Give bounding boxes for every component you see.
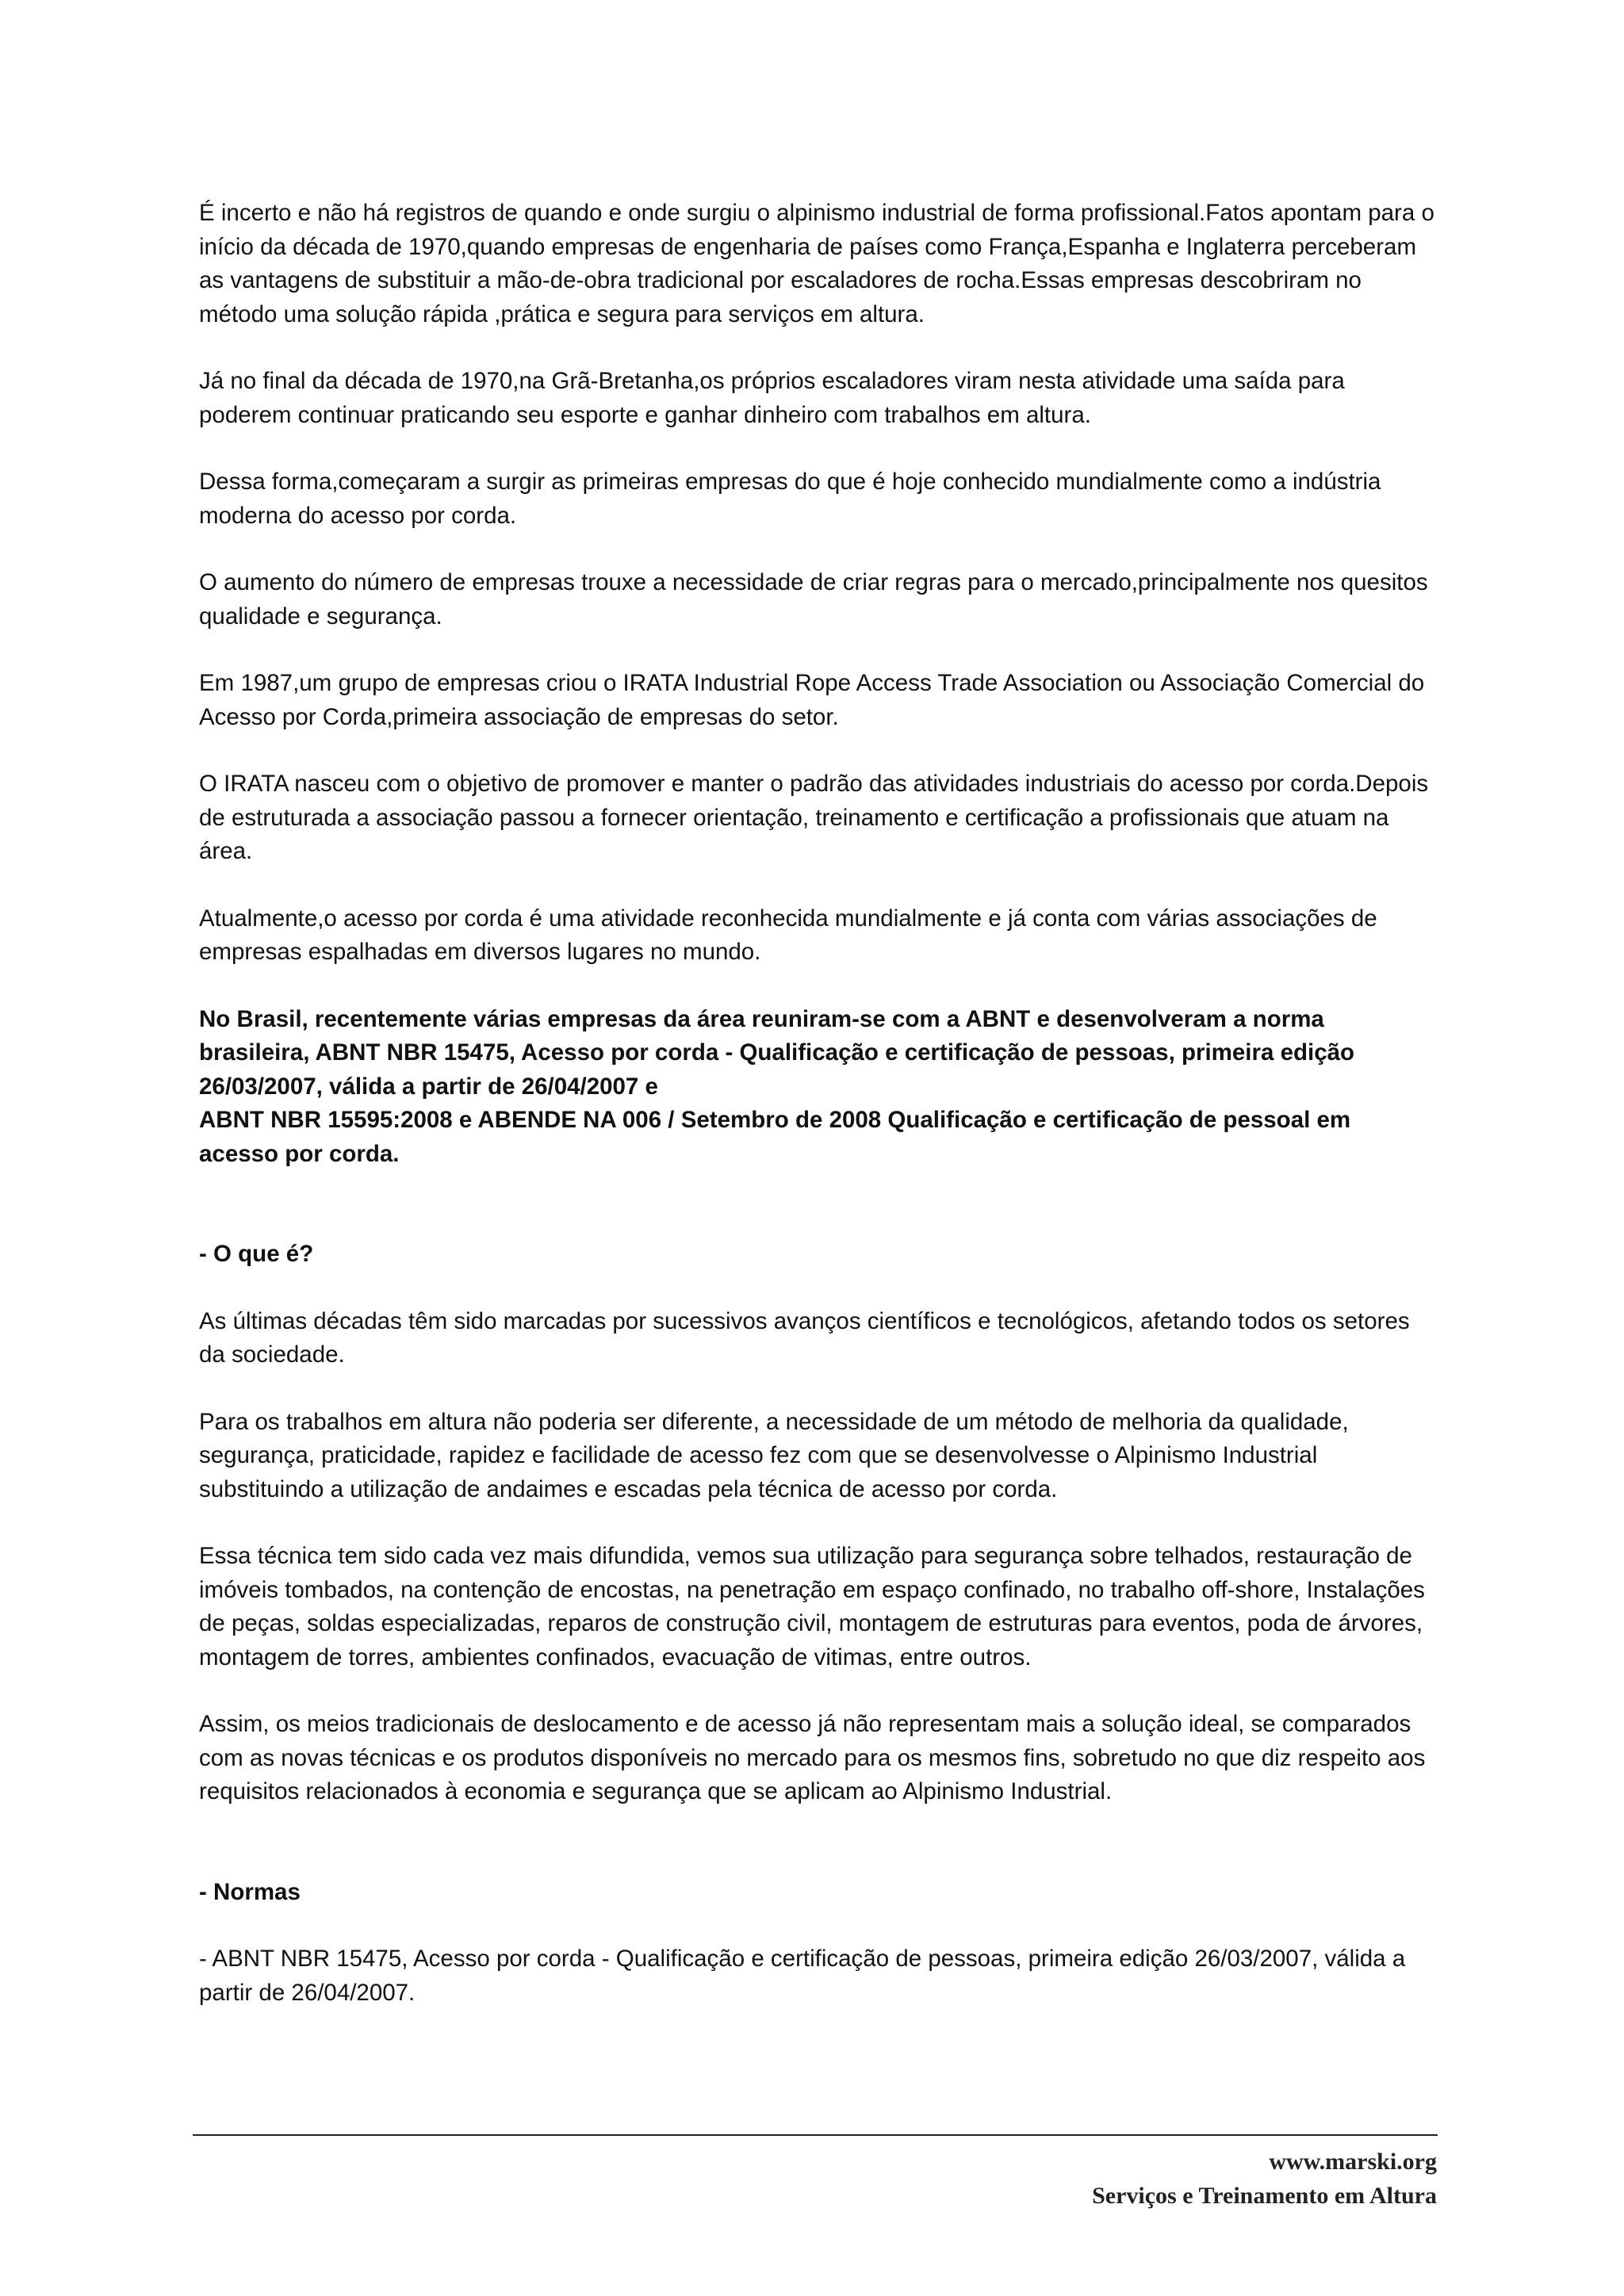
- section-heading-norms: - Normas: [199, 1878, 301, 1905]
- footer-tagline: Serviços e Treinamento em Altura: [1092, 2183, 1437, 2209]
- brazil-norms-line-1: No Brasil, recentemente várias empresas da área reuniram-se com a ABNT e desenvolveram a norma brasileira, ABNT NBR 15475, Acesso por corda - Qualificação e certificação de pessoas, primeira edição 26/03/2007, válida a partir de 26/04/2007 e: [199, 1005, 1355, 1100]
- paragraph-traditional-means: Assim, os meios tradicionais de deslocamento e de acesso já não representam mais a solução ideal, se comparados com as novas técnicas e os produtos disponíveis no mercado para os mesmos fins, sobretudo no que diz respeito aos requisitos relacionados à economia e segurança que se aplicam ao Alpinismo Industrial.: [199, 1711, 1426, 1804]
- section-heading-what-is: - O que é?: [199, 1241, 314, 1267]
- paragraph-current-status: Atualmente,o acesso por corda é uma atividade reconhecida mundialmente e já conta com várias associações de empresas espalhadas em diversos lugares no mundo.: [199, 905, 1377, 965]
- document-body: [199, 197, 1436, 2043]
- footer-divider: [193, 2134, 1438, 2136]
- paragraph-technique-uses: Essa técnica tem sido cada vez mais difundida, vemos sua utilização para segurança sobre telhados, restauração de imóveis tombados, na contenção de encostas, na penetração em espaço confinado, no trabalho off-shore, Instalações de peças, soldas especializadas, reparos de construção civil, montagem de estruturas para eventos, poda de árvores, montagem de torres, ambientes confinados, evacuação de vitimas, entre outros.: [199, 1543, 1425, 1670]
- paragraph-irata-founding: Em 1987,um grupo de empresas criou o IRATA Industrial Rope Access Trade Association ou Associação Comercial do Acesso por Corda,primeira associação de empresas do setor.: [199, 670, 1425, 730]
- page-footer: [1092, 2145, 1437, 2213]
- paragraph-recent-decades: As últimas décadas têm sido marcadas por sucessivos avanços científicos e tecnológicos, afetando todos os setores da sociedade.: [199, 1307, 1410, 1368]
- paragraph-first-companies: Dessa forma,começaram a surgir as primeiras empresas do que é hoje conhecido mundialmente como a indústria moderna do acesso por corda.: [199, 469, 1381, 529]
- footer-website: www.marski.org: [1269, 2149, 1437, 2175]
- paragraph-irata-purpose: O IRATA nasceu com o objetivo de promover e manter o padrão das atividades industriais do acesso por corda.Depois de estruturada a associação passou a fornecer orientação, treinamento e certificação a profissionais que atuam na área.: [199, 771, 1429, 864]
- paragraph-market-rules: O aumento do número de empresas trouxe a necessidade de criar regras para o mercado,principalmente nos quesitos qualidade e segurança.: [199, 569, 1428, 629]
- paragraph-great-britain: Já no final da década de 1970,na Grã-Bretanha,os próprios escaladores viram nesta atividade uma saída para poderem continuar praticando seu esporte e ganhar dinheiro com trabalhos em altura.: [199, 368, 1345, 428]
- paragraph-work-at-height: Para os trabalhos em altura não poderia ser diferente, a necessidade de um método de melhoria da qualidade, segurança, praticidade, rapidez e facilidade de acesso fez com que se desenvolvesse o Alpinismo Industrial substituindo a utilização de andaimes e escadas pela técnica de acesso por corda.: [199, 1408, 1349, 1502]
- paragraph-brazil-norms: [199, 1003, 1436, 1172]
- brazil-norms-line-2: ABNT NBR 15595:2008 e ABENDE NA 006 / Setembro de 2008 Qualificação e certificação de pessoal em acesso por corda.: [199, 1107, 1351, 1167]
- norm-item: - ABNT NBR 15475, Acesso por corda - Qualificação e certificação de pessoas, primeira edição 26/03/2007, válida a partir de 26/04/2007.: [199, 1946, 1406, 2006]
- paragraph-origin: É incerto e não há registros de quando e onde surgiu o alpinismo industrial de forma profissional.Fatos apontam para o início da década de 1970,quando empresas de engenharia de países como França,Espanha e Inglaterra perceberam as vantagens de substituir a mão-de-obra tradicional por escaladores de rocha.Essas empresas descobriram no método uma solução rápida ,prática e segura para serviços em altura.: [199, 200, 1434, 327]
